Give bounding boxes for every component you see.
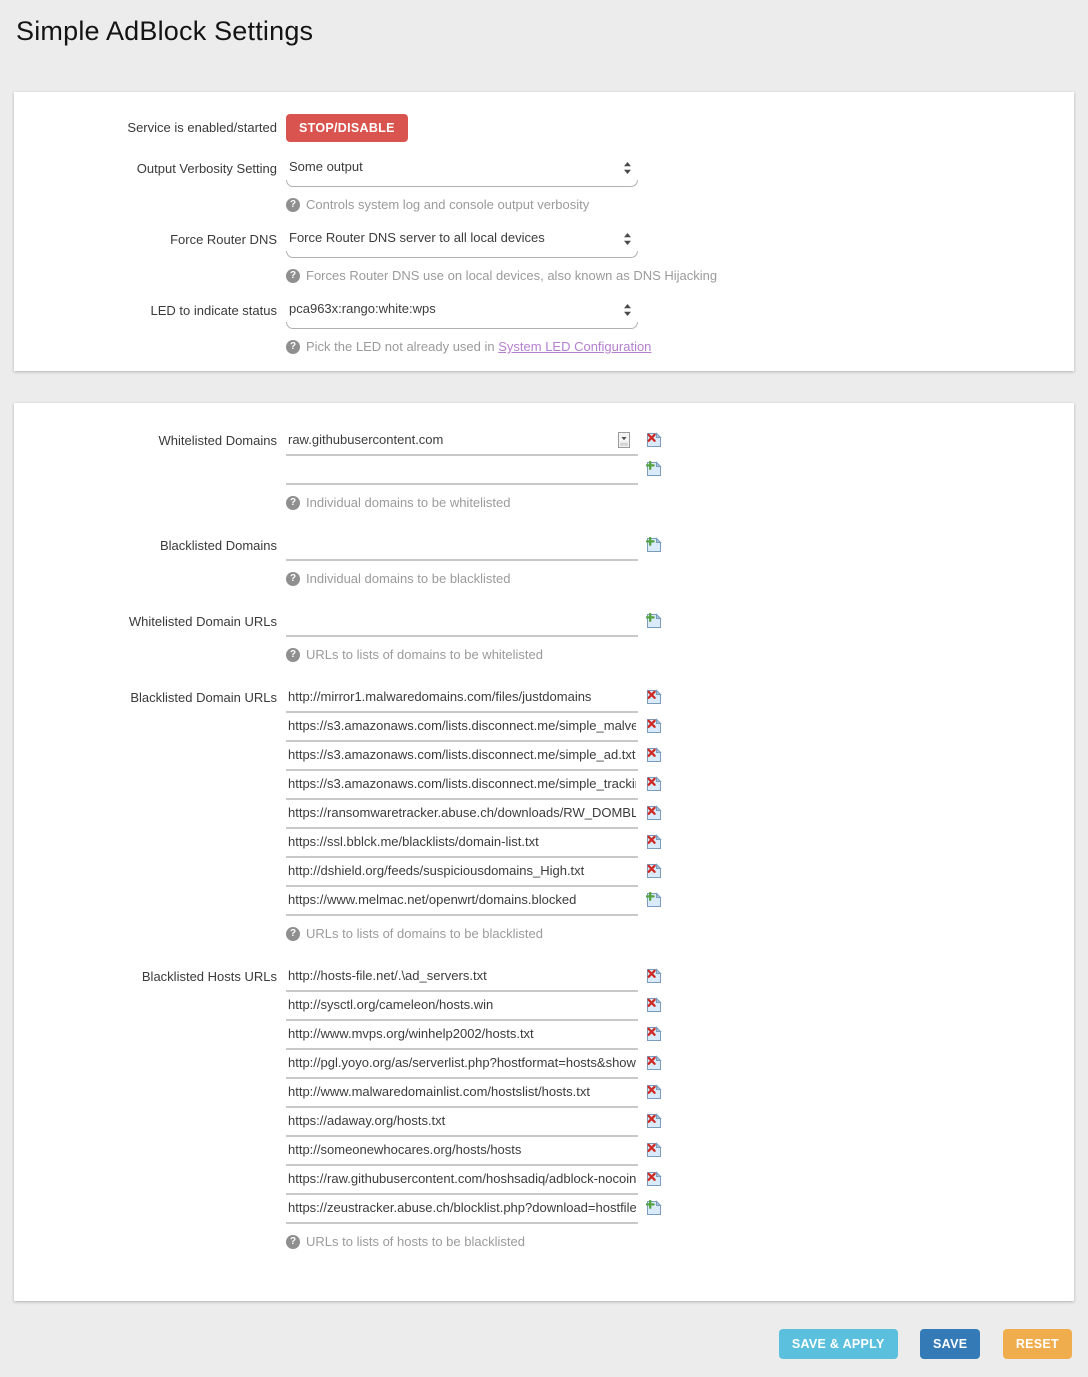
- value-field-wrap: [286, 1079, 638, 1108]
- list-item: [286, 829, 1074, 858]
- led-select[interactable]: [286, 297, 638, 329]
- add-button[interactable]: [646, 461, 662, 477]
- led-selected-value: pca963x:rango:white:wps: [289, 301, 436, 316]
- section-label: Blacklisted Domains: [159, 538, 277, 553]
- page-with-red-x-icon: [646, 1142, 662, 1158]
- section-label: Blacklisted Domain URLs: [130, 690, 277, 705]
- list-item: [286, 427, 1074, 456]
- value-field-wrap: [286, 1021, 638, 1050]
- value-input[interactable]: [286, 829, 638, 858]
- page-with-red-x-icon: [646, 805, 662, 821]
- page-with-red-x-icon: [646, 968, 662, 984]
- add-button[interactable]: [646, 1200, 662, 1216]
- page-with-green-plus-icon: [646, 1200, 662, 1216]
- section-help: [286, 495, 1074, 511]
- lists-card: [14, 403, 1074, 1301]
- list-item: [286, 608, 1074, 637]
- remove-button[interactable]: [646, 968, 662, 984]
- force-dns-label: Force Router DNS: [170, 232, 277, 247]
- page-with-green-plus-icon: [646, 613, 662, 629]
- footer-action-bar: [0, 1301, 1088, 1377]
- list-item: [286, 1021, 1074, 1050]
- value-field-wrap: [286, 887, 638, 916]
- page-with-red-x-icon: [646, 747, 662, 763]
- value-field-wrap: [286, 532, 638, 561]
- section-help: [286, 571, 1074, 587]
- value-input[interactable]: [286, 1108, 638, 1137]
- remove-button[interactable]: [646, 1171, 662, 1187]
- help-text: [306, 339, 651, 355]
- page-with-red-x-icon: [646, 432, 662, 448]
- help-text: URLs to lists of domains to be whitelisted: [306, 647, 543, 662]
- add-button[interactable]: [646, 537, 662, 553]
- page-with-green-plus-icon: [646, 537, 662, 553]
- value-field-wrap: [286, 1166, 638, 1195]
- section-rows: [286, 532, 1074, 561]
- remove-button[interactable]: [646, 689, 662, 705]
- remove-button[interactable]: [646, 805, 662, 821]
- help-text: Controls system log and console output verbosity: [306, 197, 590, 212]
- save-button[interactable]: SAVE: [920, 1329, 980, 1359]
- reset-button[interactable]: RESET: [1003, 1329, 1072, 1359]
- section-rows: [286, 684, 1074, 916]
- list-item: [286, 742, 1074, 771]
- help-icon: ?: [286, 340, 300, 354]
- value-input[interactable]: [286, 532, 638, 561]
- value-field-wrap: [286, 1050, 638, 1079]
- page-with-red-x-icon: [646, 1055, 662, 1071]
- list-item: [286, 887, 1074, 916]
- value-input[interactable]: [286, 1137, 638, 1166]
- value-field-wrap: [286, 858, 638, 887]
- verbosity-select[interactable]: [286, 155, 638, 187]
- verbosity-row: [14, 155, 1074, 213]
- value-input[interactable]: [286, 771, 638, 800]
- remove-button[interactable]: [646, 1084, 662, 1100]
- page-with-red-x-icon: [646, 776, 662, 792]
- value-input[interactable]: [286, 992, 638, 1021]
- value-input[interactable]: [286, 800, 638, 829]
- remove-button[interactable]: [646, 863, 662, 879]
- value-input[interactable]: [286, 1050, 638, 1079]
- select-underline: [286, 322, 638, 329]
- select-underline: [286, 251, 638, 258]
- force-dns-help: [286, 268, 1074, 284]
- list-item: [286, 992, 1074, 1021]
- list-section: [14, 532, 1074, 587]
- list-item: [286, 1050, 1074, 1079]
- remove-button[interactable]: [646, 776, 662, 792]
- value-field-wrap: [286, 829, 638, 858]
- led-help: [286, 339, 1074, 355]
- select-underline: [286, 180, 638, 187]
- remove-button[interactable]: [646, 997, 662, 1013]
- value-field-wrap: [286, 1195, 638, 1224]
- list-section: [14, 608, 1074, 663]
- add-button[interactable]: [646, 613, 662, 629]
- list-item: [286, 1166, 1074, 1195]
- remove-button[interactable]: [646, 1142, 662, 1158]
- section-label: Blacklisted Hosts URLs: [141, 969, 277, 984]
- value-field-wrap: [286, 713, 638, 742]
- help-text: Individual domains to be blacklisted: [306, 571, 511, 586]
- list-item: [286, 1079, 1074, 1108]
- help-text: Forces Router DNS use on local devices, also known as DNS Hijacking: [306, 268, 718, 283]
- page-with-red-x-icon: [646, 689, 662, 705]
- list-item: [286, 963, 1074, 992]
- section-rows: [286, 963, 1074, 1224]
- force-dns-row: [14, 226, 1074, 284]
- list-section: [14, 963, 1074, 1250]
- value-field-wrap: [286, 771, 638, 800]
- system-led-configuration-link[interactable]: System LED Configuration: [498, 339, 652, 354]
- value-input[interactable]: [286, 427, 638, 456]
- value-field-wrap: [286, 742, 638, 771]
- service-row: [14, 114, 1074, 142]
- remove-button[interactable]: [646, 718, 662, 734]
- service-label: Service is enabled/started: [127, 120, 277, 135]
- page-with-red-x-icon: [646, 718, 662, 734]
- force-dns-selected-value: Force Router DNS server to all local devices: [289, 230, 545, 245]
- page-with-green-plus-icon: [646, 892, 662, 908]
- section-help: [286, 647, 1074, 663]
- help-text: URLs to lists of domains to be blacklisted: [306, 926, 543, 941]
- list-item: [286, 858, 1074, 887]
- up-down-arrows-icon: [623, 161, 632, 178]
- page-with-red-x-icon: [646, 1113, 662, 1129]
- value-field-wrap: [286, 963, 638, 992]
- led-label: LED to indicate status: [150, 303, 277, 318]
- remove-button[interactable]: [646, 834, 662, 850]
- value-field-wrap: [286, 456, 638, 485]
- remove-button[interactable]: [646, 1113, 662, 1129]
- page-with-red-x-icon: [646, 1084, 662, 1100]
- list-item: [286, 1108, 1074, 1137]
- value-input[interactable]: [286, 963, 638, 992]
- led-help-prefix: Pick the LED not already used in: [306, 339, 499, 354]
- remove-button[interactable]: [646, 1026, 662, 1042]
- page-with-green-plus-icon: [646, 461, 662, 477]
- list-item: [286, 713, 1074, 742]
- section-label: Whitelisted Domains: [158, 433, 277, 448]
- up-down-arrows-icon: [623, 303, 632, 320]
- section-help: [286, 926, 1074, 942]
- value-input[interactable]: [286, 1021, 638, 1050]
- list-item: [286, 1137, 1074, 1166]
- remove-button[interactable]: [646, 432, 662, 448]
- help-icon: ?: [286, 927, 300, 941]
- help-icon: ?: [286, 269, 300, 283]
- value-input[interactable]: [286, 742, 638, 771]
- value-input[interactable]: [286, 1195, 638, 1224]
- value-field-wrap: [286, 1137, 638, 1166]
- page-with-red-x-icon: [646, 997, 662, 1013]
- list-section: [14, 684, 1074, 942]
- value-field-wrap: [286, 684, 638, 713]
- value-field-wrap: [286, 427, 638, 456]
- save-apply-button[interactable]: SAVE & APPLY: [779, 1329, 898, 1359]
- page-with-red-x-icon: [646, 1171, 662, 1187]
- page-with-red-x-icon: [646, 834, 662, 850]
- led-row: [14, 297, 1074, 355]
- force-dns-select[interactable]: [286, 226, 638, 258]
- list-item: [286, 456, 1074, 485]
- list-item: [286, 1195, 1074, 1224]
- help-icon: ?: [286, 648, 300, 662]
- value-input[interactable]: [286, 456, 638, 485]
- service-settings-card: [14, 92, 1074, 371]
- help-icon: ?: [286, 572, 300, 586]
- value-input[interactable]: [286, 887, 638, 916]
- section-help: [286, 1234, 1074, 1250]
- value-field-wrap: [286, 992, 638, 1021]
- value-input[interactable]: [286, 858, 638, 887]
- list-item: [286, 532, 1074, 561]
- section-rows: [286, 427, 1074, 485]
- value-input[interactable]: [286, 1079, 638, 1108]
- add-button[interactable]: [646, 892, 662, 908]
- help-icon: ?: [286, 1235, 300, 1249]
- combobox-icon[interactable]: [618, 432, 630, 448]
- remove-button[interactable]: [646, 747, 662, 763]
- remove-button[interactable]: [646, 1055, 662, 1071]
- list-section: [14, 427, 1074, 511]
- value-input[interactable]: [286, 608, 638, 637]
- help-text: URLs to lists of hosts to be blacklisted: [306, 1234, 525, 1249]
- page-with-red-x-icon: [646, 1026, 662, 1042]
- page-title: Simple AdBlock Settings: [16, 16, 314, 46]
- list-item: [286, 800, 1074, 829]
- verbosity-help: [286, 197, 1074, 213]
- section-label: Whitelisted Domain URLs: [128, 614, 277, 629]
- verbosity-selected-value: Some output: [289, 159, 363, 174]
- verbosity-label: Output Verbosity Setting: [136, 161, 277, 176]
- value-input[interactable]: [286, 684, 638, 713]
- value-input[interactable]: [286, 1166, 638, 1195]
- value-field-wrap: [286, 800, 638, 829]
- stop-disable-button[interactable]: STOP/DISABLE: [286, 114, 408, 142]
- list-item: [286, 684, 1074, 713]
- section-rows: [286, 608, 1074, 637]
- value-field-wrap: [286, 608, 638, 637]
- list-item: [286, 771, 1074, 800]
- value-field-wrap: [286, 1108, 638, 1137]
- page-with-red-x-icon: [646, 863, 662, 879]
- help-icon: ?: [286, 198, 300, 212]
- help-icon: ?: [286, 496, 300, 510]
- up-down-arrows-icon: [623, 232, 632, 249]
- help-text: Individual domains to be whitelisted: [306, 495, 511, 510]
- value-input[interactable]: [286, 713, 638, 742]
